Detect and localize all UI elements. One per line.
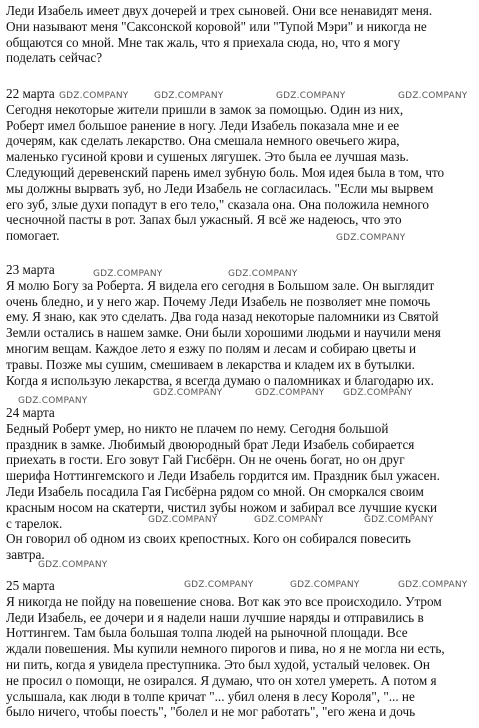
diary-entry-3: [6, 405, 440, 563]
watermark: GDZ.COMPANY: [148, 515, 218, 525]
text-line: мы должны вырвать зуб, но Леди Изабель не согласилась. "Если мы вырвем: [6, 180, 434, 196]
text-line: было ничего, чтобы поесть", "болел и не мог работать", "его жена и дочь: [6, 704, 416, 720]
text-line: ни пить, когда я увидела преступника. Это был худой, усталый человек. Он: [6, 656, 430, 672]
text-line: Я молю Богу за Роберта. Я видела его сегодня в Большом зале. Он выглядит: [6, 277, 435, 293]
text-line: Когда я использую лекарства, я всегда думаю о паломниках и благодарю их.: [6, 372, 434, 388]
text-line: чесночной пасты в рот. Запах был ужасный. Я всё же надеюсь, что это: [6, 212, 402, 228]
watermark: GDZ.COMPANY: [398, 580, 468, 590]
watermark: GDZ.COMPANY: [364, 515, 434, 525]
text-line: ждали повешения. Мы купили немного пирогов и пива, но я не могла ни есть,: [6, 641, 445, 657]
watermark: GDZ.COMPANY: [18, 396, 88, 406]
watermark: GDZ.COMPANY: [38, 560, 108, 570]
text-line: Он говорил об одном из своих крепостных. Кого он собирался повесить: [6, 531, 411, 547]
text-line: дочерям, как сделать лекарство. Она смешала немного овечьего жира,: [6, 133, 400, 149]
watermark: GDZ.COMPANY: [153, 388, 223, 398]
text-line: с тарелок.: [6, 515, 63, 531]
text-line: не просил о помощи, не озирался. Я думаю, что он хотел умереть. А потом я: [6, 672, 437, 688]
intro-paragraph: [6, 3, 432, 66]
diary-entry-1: [6, 86, 444, 244]
watermark: GDZ.COMPANY: [59, 91, 129, 101]
watermark: GDZ.COMPANY: [184, 580, 254, 590]
watermark: GDZ.COMPANY: [398, 91, 468, 101]
text-line: Земли остались в нашем замке. Они были хорошими людьми и научили меня: [6, 325, 441, 341]
entry-text: [6, 421, 440, 563]
text-line: Ноттингем. Там была большая толпа людей на рыночной площади. Все: [6, 625, 408, 641]
text-line: Они называют меня "Саксонской коровой" или "Тупой Мэри" и никогда не: [6, 18, 427, 34]
text-line: помогает.: [6, 228, 60, 244]
text-line: красным носом на скатерти, чистил зубы ножом и забирал все лучшие куски: [6, 499, 438, 515]
text-line: шерифа Ноттингемского и Леди Изабель гордится им. Праздник был ужасен.: [6, 468, 440, 484]
text-line: его зуб, злые духи попадут в его тело," сказала она. Она положила немного: [6, 196, 430, 212]
text-line: Сегодня некоторые жители пришли в замок за помощью. Один из них,: [6, 101, 404, 117]
watermark: GDZ.COMPANY: [255, 388, 325, 398]
watermark: GDZ.COMPANY: [290, 580, 360, 590]
text-line: Следующий деревенский парень имел зубную боль. Моя идея была в том, что: [6, 164, 445, 180]
text-line: Леди Изабель имеет двух дочерей и трех сыновей. Они все ненавидят меня.: [6, 3, 433, 18]
text-line: ему. Я знаю, как это сделать. Два года назад некоторые паломники из Святой: [6, 309, 439, 325]
text-line: приехать в гости. Его зовут Гай Гисбёрн. Он не очень богат, но он друг: [6, 452, 405, 468]
text-line: Я никогда не пойду на повешение снова. Вот как это все происходило. Утром: [6, 593, 442, 609]
diary-entry-4: [6, 578, 445, 720]
text-line: праздник в замке. Любимый двоюродный брат Леди Изабель собирается: [6, 436, 415, 452]
text-line: многим вещам. Каждое лето я езжу по полям и лесам и собираю цветы и: [6, 340, 417, 356]
text-line: Бедный Роберт умер, но никто не плачем по нему. Сегодня большой: [6, 420, 389, 436]
watermark: GDZ.COMPANY: [336, 233, 406, 243]
entry-date: 25 марта: [6, 578, 55, 593]
text-line: общаются со мной. Мне так жаль, что я приехала сюда, но, что я могу: [6, 34, 401, 50]
text-line: Леди Изабель посадила Гая Гисбёрна рядом со мной. Он сморкался своим: [6, 483, 424, 499]
watermark: GDZ.COMPANY: [93, 269, 163, 279]
entry-date: 22 марта: [6, 86, 55, 101]
watermark: GDZ.COMPANY: [276, 91, 346, 101]
text-line: завтра.: [6, 547, 45, 563]
text-line: Леди Изабель, ее дочери и я надели наши лучшие наряды и отправились в: [6, 609, 424, 625]
entry-date: 24 марта: [6, 405, 55, 420]
watermark: GDZ.COMPANY: [254, 515, 324, 525]
text-line: услышала, как люди в толпе кричат "... убил оленя в лесу Короля", "... не: [6, 688, 415, 704]
entry-text: [6, 102, 444, 244]
entry-text: [6, 278, 441, 389]
text-line: маленько гусиной крови и сушеных лягушек. Это была ее лучшая мазь.: [6, 149, 409, 165]
text-line: Роберт имел большое ранение в ногу. Леди Изабель показала мне и ее: [6, 117, 400, 133]
diary-entry-2: [6, 262, 441, 388]
entry-date: 23 марта: [6, 262, 55, 277]
text-line: травы. Позже мы сушим, смешиваем в лекарства и кладем их в бутылки.: [6, 356, 415, 372]
watermark: GDZ.COMPANY: [228, 269, 298, 279]
watermark: GDZ.COMPANY: [154, 91, 224, 101]
text-line: очень бледно, и у него жар. Почему Леди Изабель не позволяет мне помочь: [6, 293, 431, 309]
watermark: GDZ.COMPANY: [343, 388, 413, 398]
entry-text: [6, 594, 445, 720]
text-line: поделать сейчас?: [6, 50, 103, 66]
